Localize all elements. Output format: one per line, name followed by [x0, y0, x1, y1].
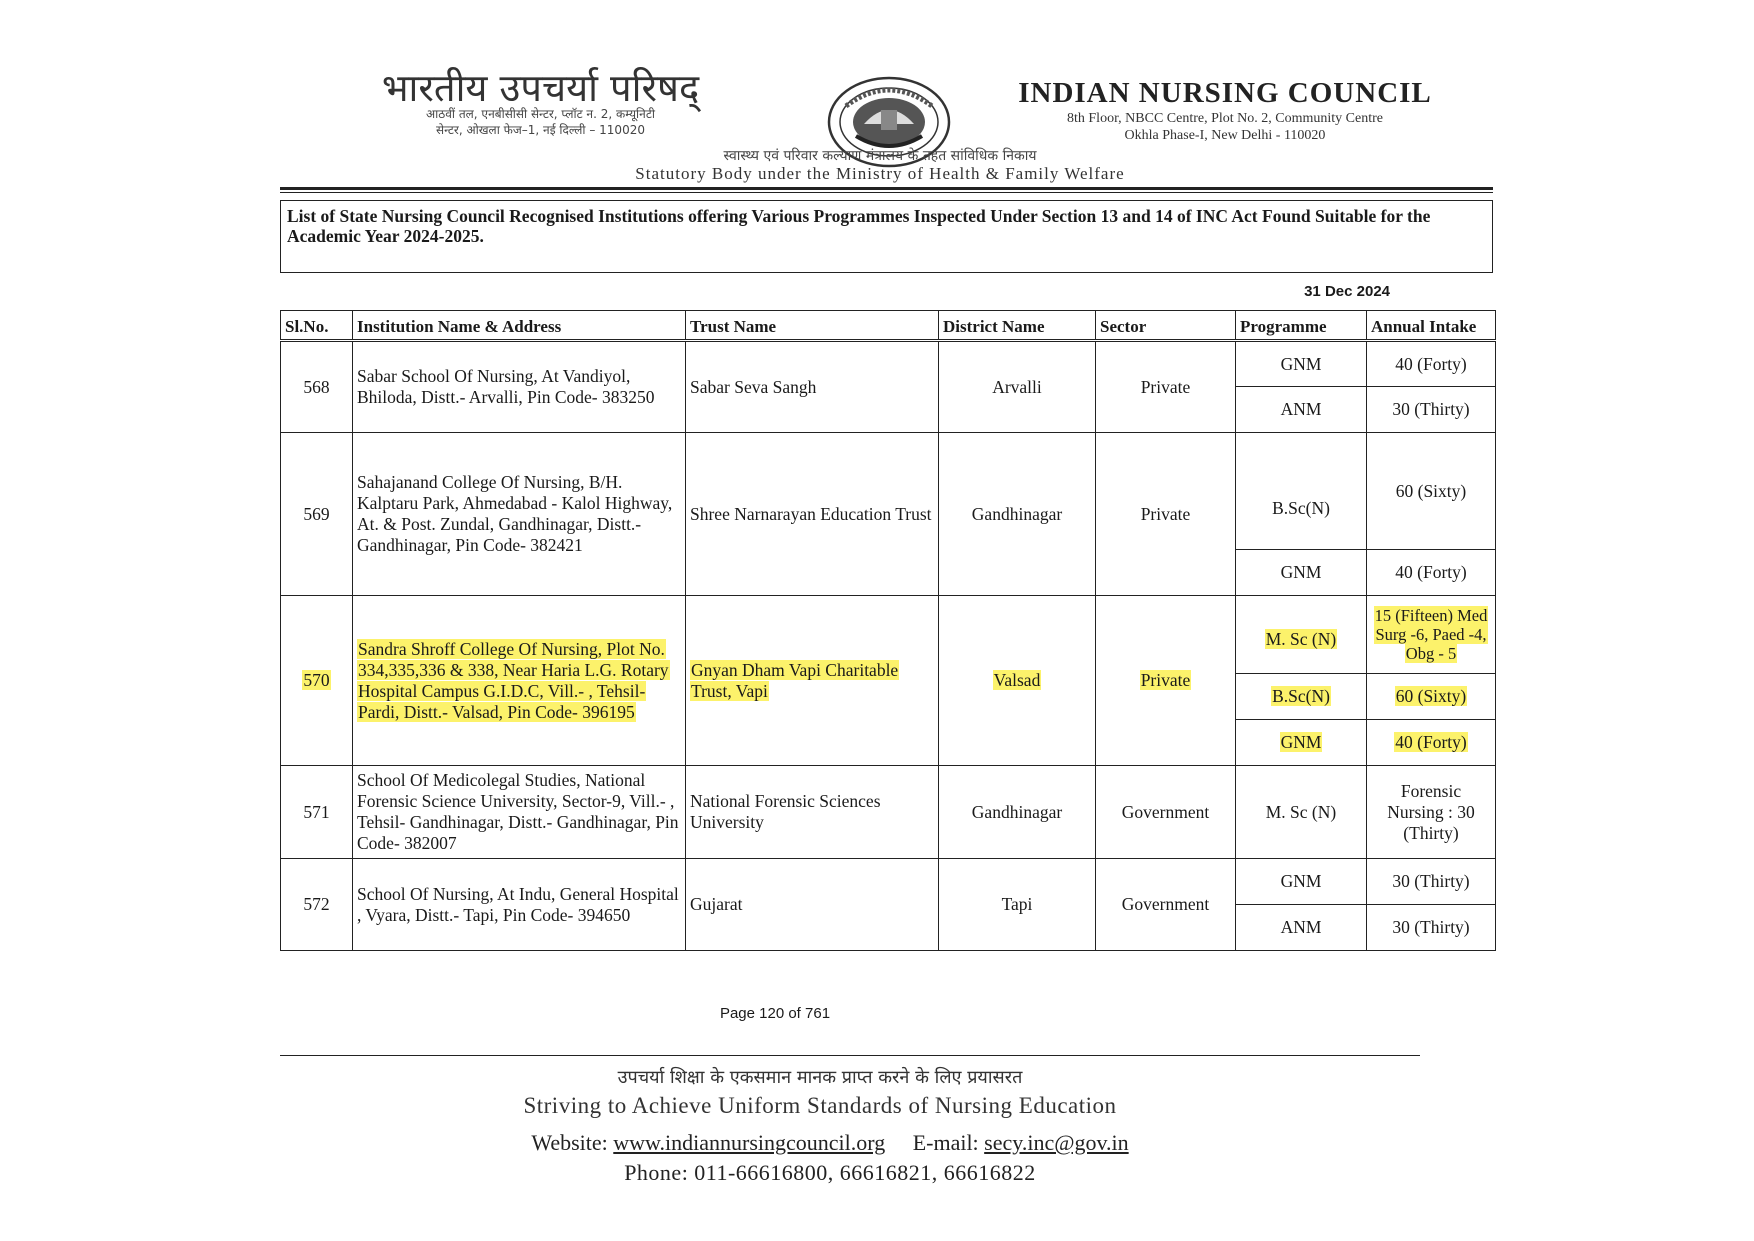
cell-district: Tapi [939, 859, 1096, 951]
highlight-intake: 60 (Sixty) [1395, 686, 1467, 706]
english-council-name: INDIAN NURSING COUNCIL [1018, 77, 1432, 109]
hindi-address-line-2: सेन्टर, ओखला फेज–1, नई दिल्ली – 110020 [436, 123, 645, 137]
highlight-district: Valsad [993, 670, 1041, 690]
highlight-intake: 40 (Forty) [1395, 732, 1467, 752]
phone-numbers: Phone: 011-66616800, 66616821, 66616822 [624, 1160, 1036, 1185]
header-trust: Trust Name [686, 311, 939, 341]
cell-intake [1367, 674, 1496, 720]
english-address-line-2: Okhla Phase-I, New Delhi - 110020 [1124, 128, 1326, 143]
header-rule-thick [280, 187, 1493, 190]
highlight-sector: Private [1140, 670, 1191, 690]
header-institution: Institution Name & Address [353, 311, 686, 341]
cell-trust: Gujarat [686, 859, 939, 951]
table-header-row [281, 311, 1496, 341]
english-tagline: Statutory Body under the Ministry of Health & Family Welfare [635, 164, 1125, 183]
cell-programme: GNM [1236, 859, 1367, 905]
table-row [281, 596, 1496, 674]
cell-trust: National Forensic Sciences University [686, 766, 939, 859]
header-rule-thin [280, 192, 1493, 193]
highlight-programme: M. Sc (N) [1265, 629, 1337, 649]
highlight-programme: B.Sc(N) [1272, 686, 1330, 706]
cell-institution: Sabar School Of Nursing, At Vandiyol, Bhiloda, Distt.- Arvalli, Pin Code- 383250 [353, 341, 686, 433]
cell-programme: GNM [1236, 550, 1367, 596]
website-label: Website: [531, 1130, 608, 1155]
highlight-intake: 15 (Fifteen) Med Surg -6, Paed -4, Obg - 5 [1374, 606, 1488, 663]
cell-district [939, 596, 1096, 766]
email-label: E-mail: [912, 1130, 979, 1155]
header-annual-intake: Annual Intake [1367, 311, 1496, 341]
cell-intake: Forensic Nursing : 30 (Thirty) [1367, 766, 1496, 859]
english-address [975, 110, 1475, 144]
cell-intake: 30 (Thirty) [1367, 905, 1496, 951]
hindi-address [318, 106, 763, 138]
table-row [281, 341, 1496, 387]
english-motto: Striving to Achieve Uniform Standards of Nursing Education [523, 1093, 1117, 1118]
cell-district: Arvalli [939, 341, 1096, 433]
cell-sector: Government [1096, 859, 1236, 951]
cell-sl-no: 569 [281, 433, 353, 596]
document-title: List of State Nursing Council Recognised Institutions offering Various Programmes Inspected Under Section 13 and 14 of INC Act Found Suitable for the Academic Year 2024-2025. [287, 206, 1431, 246]
cell-intake [1367, 720, 1496, 766]
cell-institution: School Of Medicolegal Studies, National Forensic Science University, Sector-9, Vill.- , Tehsil- Gandhinagar, Distt.- Gandhinagar, Pin Code- 382007 [353, 766, 686, 859]
hindi-tagline: स्वास्थ्य एवं परिवार कल्याण मंत्रालय के तहत सांविधिक निकाय [723, 148, 1037, 164]
cell-institution: School Of Nursing, At Indu, General Hospital , Vyara, Distt.- Tapi, Pin Code- 394650 [353, 859, 686, 951]
cell-sl-no: 572 [281, 859, 353, 951]
website-link[interactable]: www.indiannursingcouncil.org [613, 1130, 886, 1155]
cell-trust: Sabar Seva Sangh [686, 341, 939, 433]
cell-programme: ANM [1236, 387, 1367, 433]
hindi-motto: उपचर्या शिक्षा के एकसमान मानक प्राप्त करने के लिए प्रयासरत [617, 1067, 1023, 1088]
cell-institution: Sahajanand College Of Nursing, B/H. Kalptaru Park, Ahmedabad - Kalol Highway, At. & Post. Zundal, Gandhinagar, Distt.- Gandhinagar, Pin Code- 382421 [353, 433, 686, 596]
header-sl-no: Sl.No. [281, 311, 353, 341]
cell-intake: 30 (Thirty) [1367, 387, 1496, 433]
cell-trust: Shree Narnarayan Education Trust [686, 433, 939, 596]
highlight-sl-no: 570 [303, 670, 330, 690]
page-number: Page 120 of 761 [719, 1005, 831, 1022]
cell-sl-no [281, 596, 353, 766]
cell-trust [686, 596, 939, 766]
header-district: District Name [939, 311, 1096, 341]
table-row [281, 433, 1496, 550]
institutions-table [280, 310, 1496, 951]
cell-sector [1096, 596, 1236, 766]
cell-intake: 40 (Forty) [1367, 550, 1496, 596]
cell-sl-no: 568 [281, 341, 353, 433]
table-row [281, 859, 1496, 905]
footer-rule [280, 1055, 1420, 1056]
cell-sl-no: 571 [281, 766, 353, 859]
highlight-programme: GNM [1280, 732, 1322, 752]
cell-sector: Government [1096, 766, 1236, 859]
cell-district: Gandhinagar [939, 766, 1096, 859]
cell-programme: GNM [1236, 341, 1367, 387]
cell-intake: 40 (Forty) [1367, 341, 1496, 387]
cell-programme: ANM [1236, 905, 1367, 951]
cell-programme [1236, 674, 1367, 720]
header-programme: Programme [1236, 311, 1367, 341]
document-title-box [280, 200, 1493, 273]
contact-line [420, 1130, 1240, 1156]
cell-programme [1236, 720, 1367, 766]
cell-programme: B.Sc(N) [1236, 433, 1367, 550]
cell-programme: M. Sc (N) [1236, 766, 1367, 859]
cell-district: Gandhinagar [939, 433, 1096, 596]
cell-intake: 30 (Thirty) [1367, 859, 1496, 905]
cell-sector: Private [1096, 433, 1236, 596]
hindi-council-name: भारतीय उपचर्या परिषद् [381, 66, 700, 110]
cell-programme [1236, 596, 1367, 674]
highlight-institution: Sandra Shroff College Of Nursing, Plot No. 334,335,336 & 338, Near Haria L.G. Rotary Hospital Campus G.I.D.C, Vill.- , Tehsil- Pardi, Distt.- Valsad, Pin Code- 396195 [358, 638, 669, 722]
table-row [281, 766, 1496, 859]
header-sector: Sector [1096, 311, 1236, 341]
cell-intake: 60 (Sixty) [1367, 433, 1496, 550]
hindi-address-line-1: आठवीं तल, एनबीसीसी सेन्टर, प्लॉट न. 2, कम्यूनिटी [426, 107, 655, 121]
document-date: 31 Dec 2024 [1304, 283, 1390, 300]
english-address-line-1: 8th Floor, NBCC Centre, Plot No. 2, Community Centre [1067, 111, 1383, 126]
highlight-trust: Gnyan Dham Vapi Charitable Trust, Vapi [691, 659, 899, 701]
email-link[interactable]: secy.inc@gov.in [984, 1130, 1129, 1155]
cell-sector: Private [1096, 341, 1236, 433]
cell-institution [353, 596, 686, 766]
cell-intake [1367, 596, 1496, 674]
